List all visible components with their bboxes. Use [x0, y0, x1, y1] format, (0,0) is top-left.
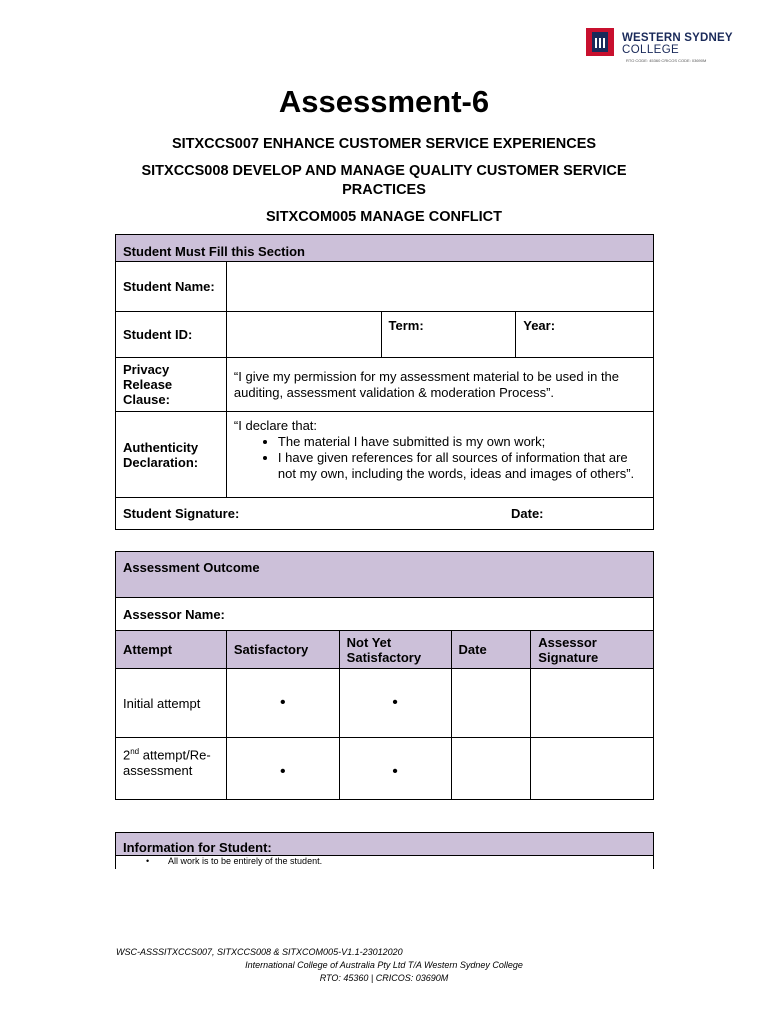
term-label: Term:	[381, 312, 516, 358]
info-section	[115, 832, 654, 869]
student-section-table	[115, 234, 654, 530]
logo-emblem-icon	[586, 28, 614, 56]
signature-row[interactable]	[116, 498, 654, 530]
date-field[interactable]	[451, 738, 531, 800]
authenticity-intro: “I declare that:	[233, 418, 318, 433]
student-id-field[interactable]	[226, 312, 381, 358]
unit-title-1: SITXCCS007 ENHANCE CUSTOMER SERVICE EXPERIENCES	[171, 136, 597, 152]
info-item: All work is to be entirely of the student.	[168, 856, 323, 866]
bullet-icon: •	[146, 856, 150, 866]
student-signature-label: Student Signature:	[123, 506, 240, 521]
footer-rto: RTO: 45360 | CRICOS: 03690M	[319, 973, 449, 983]
info-body	[115, 856, 654, 869]
col-attempt: Attempt	[116, 631, 227, 669]
logo-line3: RTO CODE: 45360 CRICOS CODE: 03690M	[626, 58, 707, 63]
assessor-signature-field[interactable]	[531, 738, 654, 800]
assessor-signature-field[interactable]	[531, 669, 654, 738]
authenticity-item: • The material I have submitted is my own work;	[278, 434, 646, 450]
col-not-yet-satisfactory: Not Yet Satisfactory	[339, 631, 451, 669]
date-label: Date:	[511, 506, 544, 521]
row-second-attempt: 2nd attempt/Re-assessment	[116, 738, 227, 800]
satisfactory-checkbox[interactable]: •	[226, 669, 339, 738]
footer-company: International College of Australia Pty Ltd T/A Western Sydney College	[245, 960, 523, 970]
logo-line1: WESTERN SYDNEY	[622, 32, 733, 44]
info-header: Information for Student:	[115, 832, 654, 856]
assessor-name-label[interactable]: Assessor Name:	[116, 598, 654, 631]
col-date: Date	[451, 631, 531, 669]
row-initial-attempt: Initial attempt	[116, 669, 227, 738]
not-satisfactory-checkbox[interactable]: •	[339, 669, 451, 738]
outcome-header: Assessment Outcome	[116, 552, 654, 598]
assessment-outcome-table	[115, 551, 654, 800]
page-title: Assessment-6	[278, 84, 490, 119]
student-name-field[interactable]	[226, 262, 653, 312]
satisfactory-checkbox[interactable]: •	[226, 738, 339, 800]
logo-line2: COLLEGE	[622, 44, 680, 56]
student-id-label: Student ID:	[116, 312, 227, 358]
privacy-label: Privacy Release Clause:	[116, 358, 227, 412]
privacy-text: “I give my permission for my assessment material to be used in the auditing, assessment validation & moderation Process”.	[226, 358, 653, 412]
unit-title-3: SITXCOM005 MANAGE CONFLICT	[265, 209, 503, 225]
not-satisfactory-checkbox[interactable]: •	[339, 738, 451, 800]
date-field[interactable]	[451, 669, 531, 738]
col-satisfactory: Satisfactory	[226, 631, 339, 669]
unit-title-2: SITXCCS008 DEVELOP AND MANAGE QUALITY CUSTOMER SERVICE PRACTICES	[141, 163, 627, 198]
student-section-header: Student Must Fill this Section	[116, 235, 654, 262]
student-name-label: Student Name:	[116, 262, 227, 312]
authenticity-item: • I have given references for all sources of information that are not my own, including the words, ideas and images of others”.	[278, 450, 646, 482]
footer-doc-code: WSC-ASSSITXCCS007, SITXCCS008 & SITXCOM005-V1.1-23012020	[116, 947, 403, 957]
authenticity-declaration	[226, 412, 653, 498]
authenticity-label: Authenticity Declaration:	[116, 412, 227, 498]
year-label: Year:	[516, 312, 654, 358]
college-logo	[586, 28, 733, 64]
col-assessor-signature: Assessor Signature	[531, 631, 654, 669]
